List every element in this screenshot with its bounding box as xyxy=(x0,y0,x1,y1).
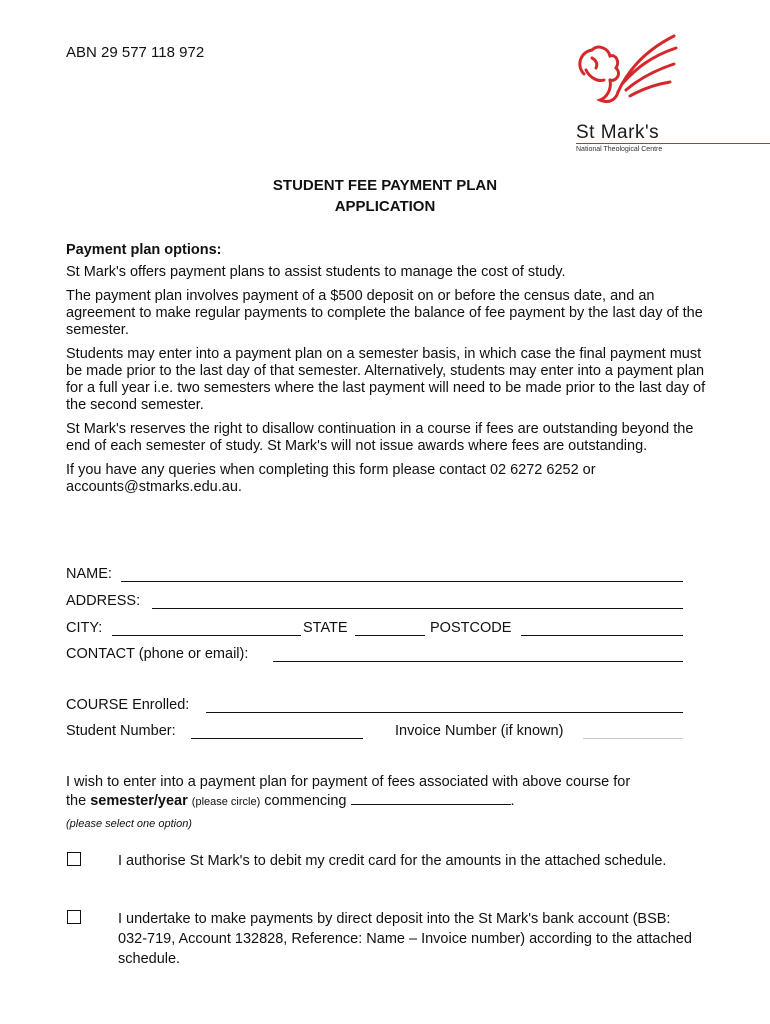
intro-section xyxy=(66,242,706,503)
paragraph: If you have any queries when completing this form please contact 02 6272 6252 or accounts@stmarks.edu.au. xyxy=(66,462,596,495)
credit-card-option-text: I authorise St Mark's to debit my credit card for the amounts in the attached schedule. xyxy=(118,853,667,869)
postcode-field[interactable] xyxy=(521,635,683,636)
plan-the: the xyxy=(66,793,87,809)
address-field[interactable] xyxy=(152,608,683,609)
commencing-field[interactable] xyxy=(351,792,511,805)
invoice-number-label: Invoice Number (if known) xyxy=(395,723,564,739)
address-label: ADDRESS: xyxy=(66,593,141,609)
paragraph: St Mark's offers payment plans to assist students to manage the cost of study. xyxy=(66,264,566,280)
abn-number: ABN 29 577 118 972 xyxy=(66,44,205,61)
contact-label: CONTACT (phone or email): xyxy=(66,646,249,662)
direct-deposit-checkbox[interactable] xyxy=(67,910,81,924)
select-option-note: (please select one option) xyxy=(66,818,192,830)
city-field[interactable] xyxy=(112,635,301,636)
state-field[interactable] xyxy=(355,635,425,636)
course-label: COURSE Enrolled: xyxy=(66,697,190,713)
please-circle-note: (please circle) xyxy=(191,796,261,808)
postcode-label: POSTCODE xyxy=(430,620,512,636)
plan-statement-line1: I wish to enter into a payment plan for payment of fees associated with above course for xyxy=(66,774,631,790)
invoice-number-field[interactable] xyxy=(583,738,683,739)
logo-wordmark: St Mark's xyxy=(576,122,660,143)
name-label: NAME: xyxy=(66,566,112,582)
paragraph: St Mark's reserves the right to disallow continuation in a course if fees are outstanding beyond the end of each semester of study. St Mark's will not issue awards where fees are outstanding. xyxy=(66,421,694,454)
state-label: STATE xyxy=(303,620,348,636)
semester-year-choice[interactable]: semester/year xyxy=(90,793,188,809)
logo-subtitle: National Theological Centre xyxy=(576,146,663,153)
plan-end: . xyxy=(510,793,515,809)
st-marks-logo xyxy=(570,30,770,160)
paragraph: The payment plan involves payment of a $500 deposit on or before the census date, and an agreement to make regular payments to complete the balance of fee payment by the last day of the semester. xyxy=(66,288,703,338)
logo-rule xyxy=(576,143,770,144)
paragraph: Students may enter into a payment plan on a semester basis, in which case the final payment must be made prior to the last day of that semester. Alternatively, students may enter into a payment plan for a full year i.e. two semesters where the last payment will need to be made prior to the last day of the second semester. xyxy=(66,346,706,413)
name-field[interactable] xyxy=(121,581,683,582)
plan-commencing: commencing xyxy=(264,793,347,809)
contact-field[interactable] xyxy=(273,661,683,662)
student-number-label: Student Number: xyxy=(66,723,176,739)
plan-statement-line2 xyxy=(66,792,515,809)
city-label: CITY: xyxy=(66,620,103,636)
direct-deposit-option-text: I undertake to make payments by direct deposit into the St Mark's bank account (BSB: 032-719, Account 132828, Reference: Name – Invoice number) according to the attached schedule. xyxy=(118,911,692,967)
credit-card-checkbox[interactable] xyxy=(67,852,81,866)
options-heading: Payment plan options: xyxy=(66,242,222,258)
form-title: STUDENT FEE PAYMENT PLAN xyxy=(272,177,498,194)
student-number-field[interactable] xyxy=(191,738,363,739)
course-field[interactable] xyxy=(206,712,683,713)
winged-lion-icon xyxy=(570,30,690,120)
form-subtitle: APPLICATION xyxy=(334,198,436,215)
